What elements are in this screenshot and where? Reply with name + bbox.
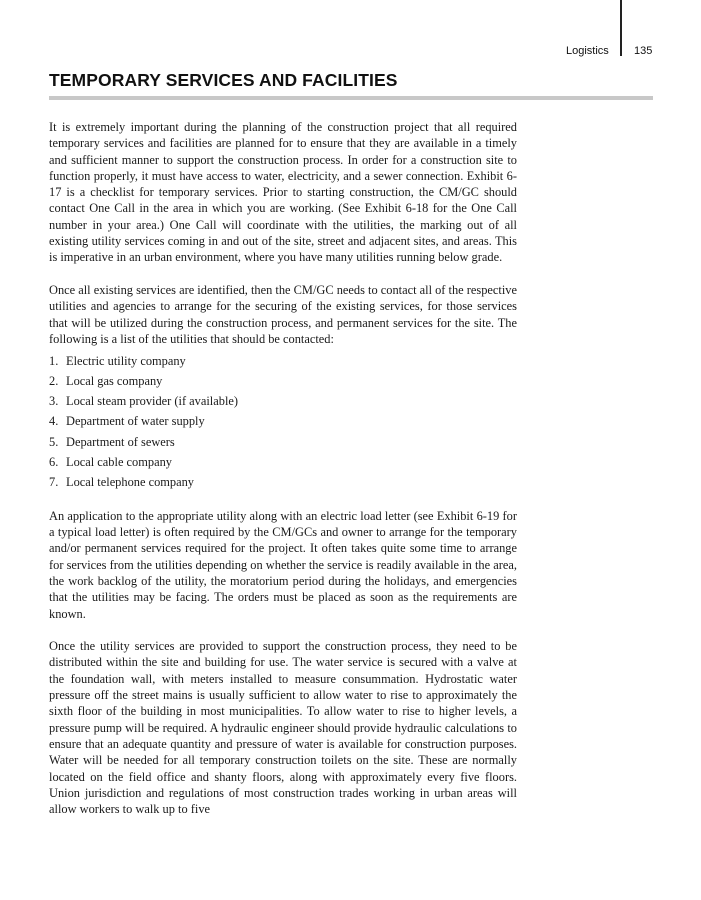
list-item bbox=[49, 474, 517, 494]
section-heading: TEMPORARY SERVICES AND FACILITIES bbox=[49, 70, 398, 90]
list-item bbox=[49, 373, 517, 393]
list-item-text: Local steam provider (if available) bbox=[66, 394, 239, 409]
page-number: 135 bbox=[634, 45, 653, 57]
paragraph-2: Once all existing services are identified, then the CM/GC needs to contact all of the respective utilities and agencies to arrange for the securing of the existing services, for those services that will be utilized during the construction process, and permanent services for the site. The following is a list of the utilities that should be contacted: bbox=[49, 282, 517, 346]
header-vertical-rule bbox=[620, 0, 622, 56]
list-item-number: 2. bbox=[49, 374, 59, 389]
list-item-number: 7. bbox=[49, 474, 59, 489]
list-item-text: Local telephone company bbox=[66, 474, 194, 489]
list-item-number: 3. bbox=[49, 394, 59, 409]
list-item-text: Electric utility company bbox=[66, 354, 186, 369]
list-item-number: 6. bbox=[49, 454, 59, 469]
list-item bbox=[49, 434, 517, 454]
utility-list bbox=[49, 353, 517, 494]
list-item bbox=[49, 353, 517, 373]
list-item bbox=[49, 413, 517, 433]
list-item bbox=[49, 454, 517, 474]
running-head-section: Logistics bbox=[566, 45, 609, 57]
list-item bbox=[49, 393, 517, 413]
list-item-number: 5. bbox=[49, 434, 59, 449]
list-item-text: Department of water supply bbox=[66, 414, 205, 429]
list-item-text: Local cable company bbox=[66, 454, 172, 469]
list-item-text: Department of sewers bbox=[66, 434, 175, 449]
paragraph-1: It is extremely important during the planning of the construction project that all required temporary services and facilities are planned for to ensure that they are available in a timely and sufficient manner to support the construction process. In order for a construction site to function properly, it must have access to water, electricity, and a sewer connection. Exhibit 6-17 is a checklist for temporary services. Prior to starting construction, the CM/GC should contact One Call in the area in which you are working. (See Exhibit 6-18 for the One Call number in your area.) One Call will coordinate with the utilities, the marking out of all existing utility services coming in and out of the site, street and adjacent sites, and areas. This is imperative in an urban environment, where you have many utilities running below grade. bbox=[49, 120, 517, 265]
body-text bbox=[49, 119, 517, 817]
list-item-number: 1. bbox=[49, 354, 59, 369]
heading-underline-rule bbox=[49, 96, 653, 100]
paragraph-4: Once the utility services are provided to support the construction process, they need to be distributed within the site and building for use. The water service is secured with a valve at the foundation wall, with meters installed to measure consummation. Hydrostatic water pressure off the street mains is usually sufficient to allow water to rise to approximately the sixth floor of the building in most municipalities. To allow water to rise to higher levels, a pressure pump will be required. A hydraulic engineer should provide hydraulic calculations to ensure that an adequate quantity and pressure of water is available for construction purposes. Water will be needed for all temporary construction toilets on the site. These are normally located on the field office and shanty floors, along with approximately every five floors. Union jurisdiction and regulations of most construction trades working in urban areas will allow workers to walk up to five bbox=[49, 639, 517, 817]
list-item-text: Local gas company bbox=[66, 374, 163, 389]
list-item-number: 4. bbox=[49, 414, 59, 429]
paragraph-3: An application to the appropriate utility along with an electric load letter (see Exhibit 6-19 for a typical load letter) is often required by the CM/GCs and owner to arrange for the temporary and/or permanent services required for the project. It often takes quite some time to arrange for services from the utilities depending on whether the service is readily available in the area, the work backlog of the utility, the moratorium period during the holidays, and emergencies that the utilities may be facing. The orders must be placed as soon as the requirements are known. bbox=[49, 508, 517, 621]
